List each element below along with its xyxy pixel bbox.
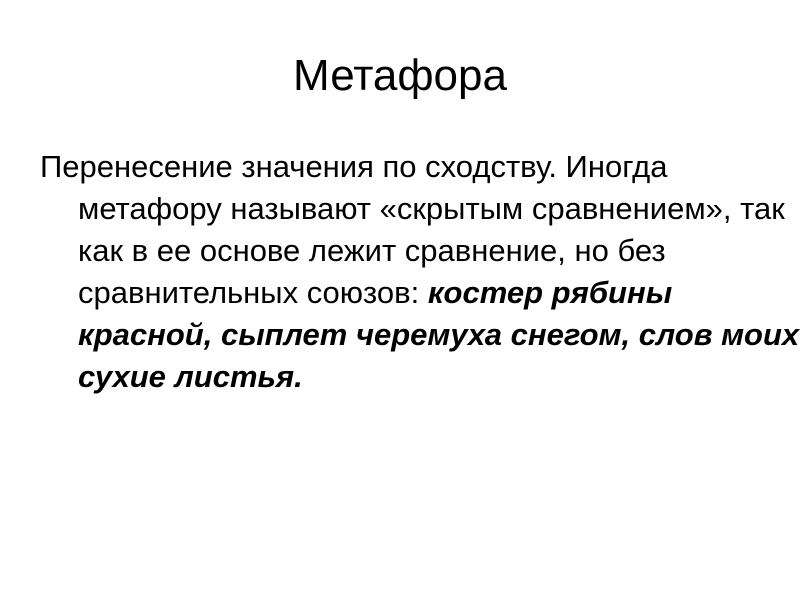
definition-text: Перенесение значения по сходству. Иногда метафору называют «скрытым сравнением», так как в ее основе лежит сравнение, но без сравнительных союзов: [40,149,785,310]
slide-body [40,146,800,398]
metaphor-examples: костер рябины красной, сыплет черемуха снегом, слов моих сухие листья. [78,275,800,394]
slide-title: Метафора [293,51,507,100]
